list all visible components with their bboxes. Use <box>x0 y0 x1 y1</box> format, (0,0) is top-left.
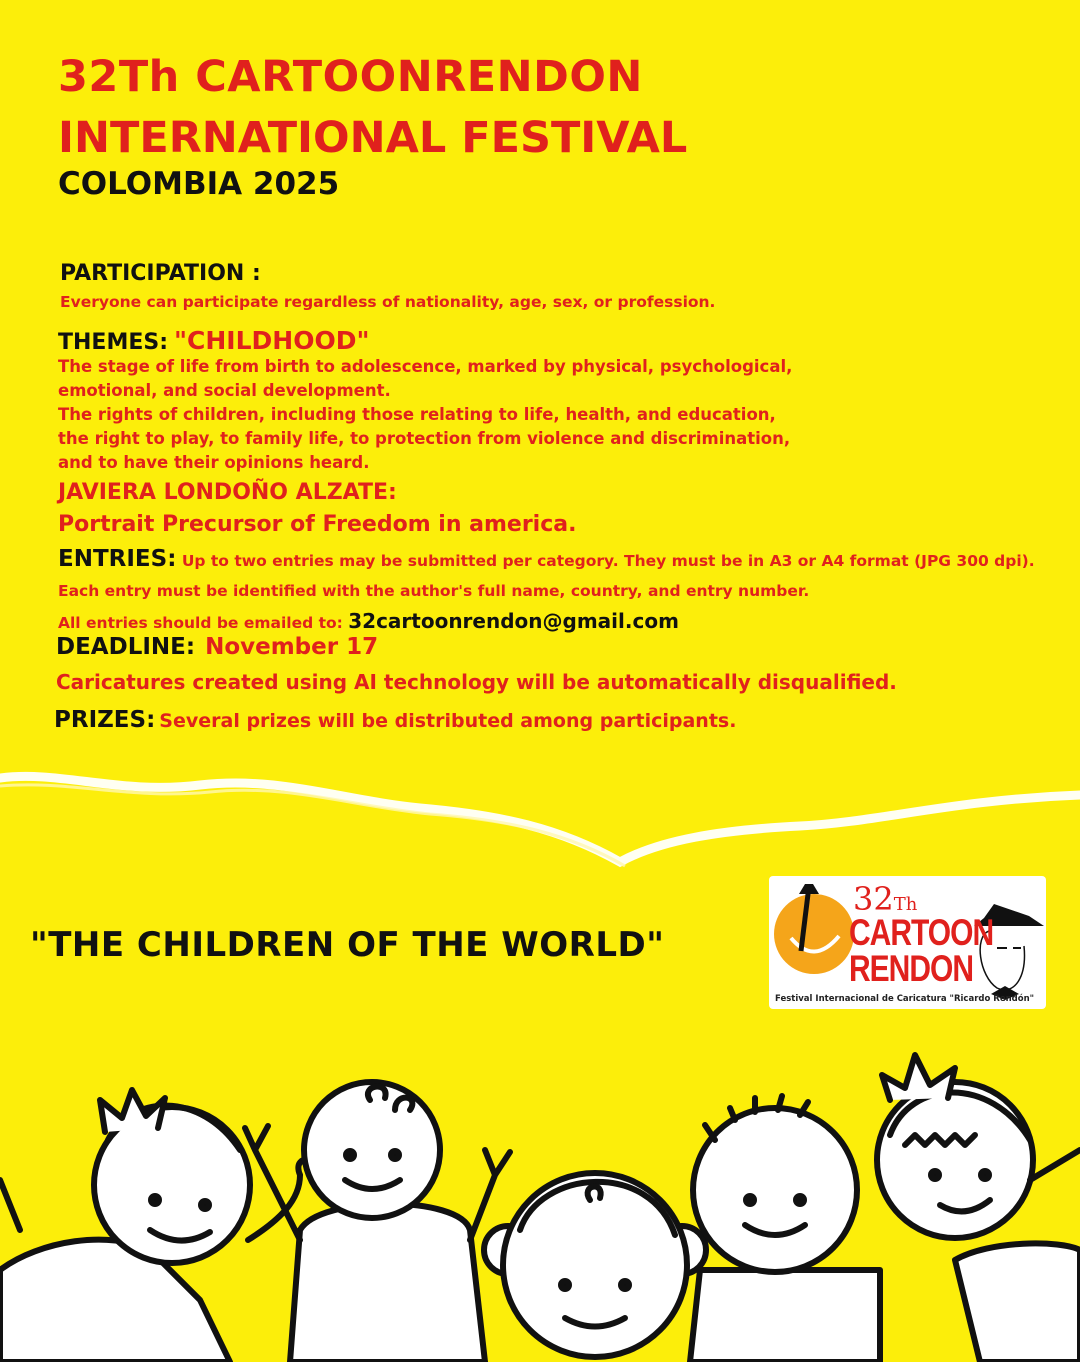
deadline-value: November 17 <box>205 634 379 660</box>
themes-line: and to have their opinions heard. <box>58 453 370 472</box>
entries-label: ENTRIES: <box>58 546 177 572</box>
festival-logo <box>769 876 1046 1009</box>
special-category-subtitle: Portrait Precursor of Freedom in america. <box>58 512 577 537</box>
themes-line: emotional, and social development. <box>58 381 391 400</box>
ai-notice: Caricatures created using AI technology will be automatically disqualified. <box>56 670 897 694</box>
themes-label: THEMES: <box>58 330 169 355</box>
entries-text: Up to two entries may be submitted per category. They must be in A3 or A4 format (JPG 300 dpi). Each entry must be identified with the author's full name, country, and entry number. <box>58 552 1035 600</box>
themes-line: the right to play, to family life, to protection from violence and discrimination, <box>58 429 791 448</box>
slogan: "THE CHILDREN OF THE WORLD" <box>30 925 665 965</box>
participation-label: PARTICIPATION : <box>60 261 261 286</box>
entries-email-intro: All entries should be emailed to: <box>58 614 343 632</box>
child-figure-center <box>484 1173 706 1357</box>
themes-line: The stage of life from birth to adolescence, marked by physical, psychological, <box>58 357 793 376</box>
deadline-label: DEADLINE: <box>56 634 196 660</box>
festival-title-line1: 32Th CARTOONRENDON <box>58 52 643 102</box>
special-category-name: JAVIERA LONDOÑO ALZATE: <box>58 480 397 505</box>
prizes-label: PRIZES: <box>54 707 156 733</box>
entries-email-link[interactable]: 32cartoonrendon@gmail.com <box>348 609 679 633</box>
logo-word-cartoon: CARTOON <box>849 912 994 954</box>
logo-word-rendon: RENDON <box>849 948 974 990</box>
participation-text: Everyone can participate regardless of nationality, age, sex, or profession. <box>60 293 716 311</box>
chalk-wave-divider <box>0 776 1080 862</box>
child-figure-right <box>877 1055 1080 1362</box>
logo-number: 32Th <box>853 880 918 918</box>
prizes-value: Several prizes will be distributed among participants. <box>159 710 737 732</box>
child-figure-center-left <box>245 1082 510 1362</box>
themes-line: The rights of children, including those relating to life, health, and education, <box>58 405 776 424</box>
logo-caption: Festival Internacional de Caricatura "Ricardo Rendón" <box>775 994 1035 1004</box>
child-figure-center-right <box>690 1096 880 1362</box>
festival-location-year: COLOMBIA 2025 <box>58 166 340 202</box>
festival-title-line2: INTERNATIONAL FESTIVAL <box>58 113 688 163</box>
themes-value: "CHILDHOOD" <box>174 326 370 355</box>
